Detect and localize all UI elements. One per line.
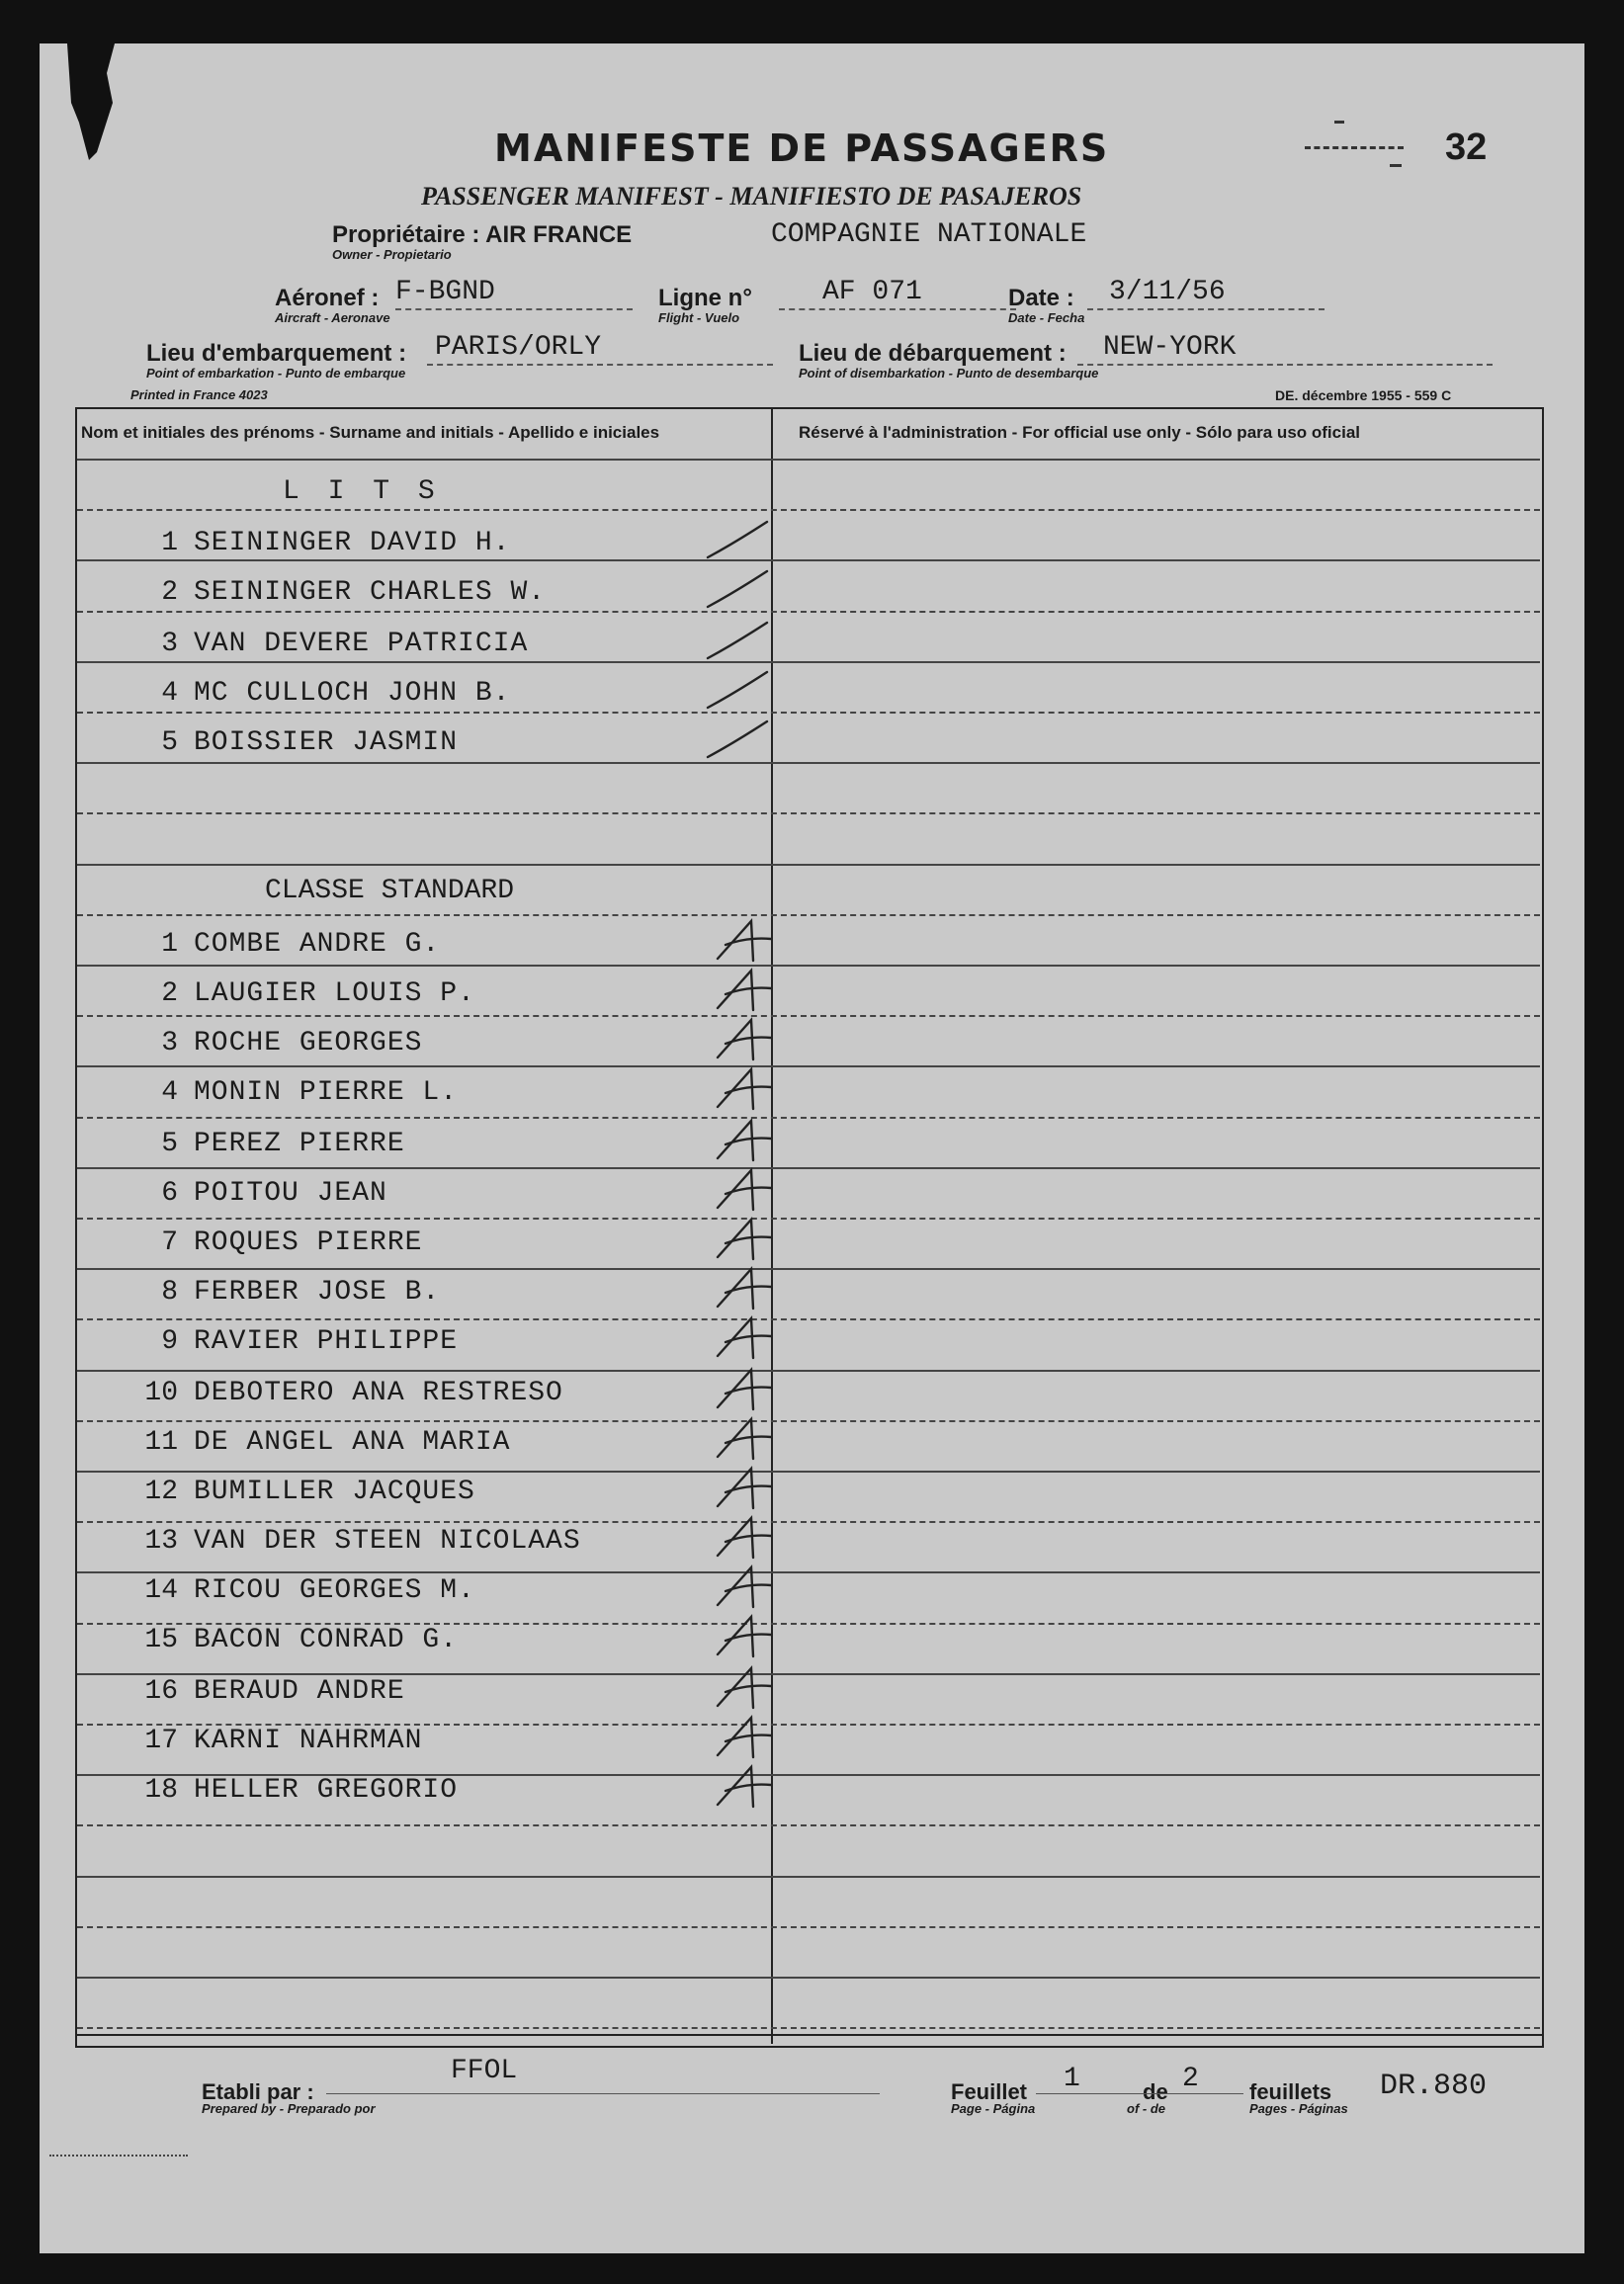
owner-value: COMPAGNIE NATIONALE xyxy=(771,219,1087,250)
passenger-name: LAUGIER LOUIS P. xyxy=(194,978,475,1009)
row-line xyxy=(77,1318,1540,1320)
check-mark-icon xyxy=(712,1312,781,1362)
check-mark-icon xyxy=(712,1214,781,1263)
passenger-number: 1 xyxy=(161,528,178,558)
prepared-sublabel: Prepared by - Preparado por xyxy=(202,2101,376,2116)
row-line xyxy=(77,712,1540,714)
sheet-sublabel-2: of - de xyxy=(1127,2101,1165,2116)
passenger-name: ROCHE GEORGES xyxy=(194,1028,423,1058)
check-mark-icon xyxy=(712,965,781,1014)
check-mark-icon xyxy=(712,1413,781,1463)
row-line xyxy=(77,914,1540,916)
row-line xyxy=(77,965,1540,967)
row-line xyxy=(77,1218,1540,1220)
aircraft-sublabel: Aircraft - Aeronave xyxy=(275,310,390,325)
torn-corner xyxy=(67,43,117,162)
passenger-number: 3 xyxy=(161,629,178,659)
sheet-value-2: 2 xyxy=(1182,2064,1199,2094)
row-line xyxy=(77,1015,1540,1017)
section-lits: L I T S xyxy=(283,476,441,507)
check-mark-icon xyxy=(712,1712,781,1761)
passenger-name: FERBER JOSE B. xyxy=(194,1277,441,1308)
passenger-number: 2 xyxy=(161,577,178,608)
passenger-number: 8 xyxy=(161,1277,178,1308)
passenger-name: RICOU GEORGES M. xyxy=(194,1575,475,1606)
embarkation-label: Lieu d'embarquement : xyxy=(146,340,407,367)
row-line xyxy=(77,1876,1540,1878)
passenger-name: DEBOTERO ANA RESTRESO xyxy=(194,1378,563,1408)
passenger-number: 16 xyxy=(144,1676,178,1707)
passenger-name: BACON CONRAD G. xyxy=(194,1625,459,1655)
check-mark-icon xyxy=(712,1115,781,1164)
row-line xyxy=(77,1926,1540,1928)
check-mark-icon xyxy=(704,664,773,714)
row-line xyxy=(77,509,1540,511)
check-mark-icon xyxy=(704,514,773,563)
passenger-name: MC CULLOCH JOHN B. xyxy=(194,678,511,709)
date-label: Date : xyxy=(1008,285,1074,311)
date-value: 3/11/56 xyxy=(1109,277,1226,307)
row-line xyxy=(77,2027,1540,2029)
row-line xyxy=(77,1977,1540,1979)
manifest-sheet xyxy=(40,43,1584,2253)
passenger-name: SEININGER DAVID H. xyxy=(194,528,511,558)
row-line xyxy=(77,559,1540,561)
passenger-name: MONIN PIERRE L. xyxy=(194,1077,459,1108)
sheet-label-2: de xyxy=(1143,2079,1168,2104)
form-code: DE. décembre 1955 - 559 C xyxy=(1275,387,1452,403)
passenger-number: 11 xyxy=(144,1427,178,1458)
check-mark-icon xyxy=(712,1662,781,1712)
right-column-header: Réservé à l'administration - For official use only - Sólo para uso oficial xyxy=(799,423,1361,442)
passenger-number: 3 xyxy=(161,1028,178,1058)
passenger-name: VAN DER STEEN NICOLAAS xyxy=(194,1526,581,1557)
sheet-sublabel-3: Pages - Páginas xyxy=(1249,2101,1348,2116)
row-line xyxy=(77,762,1540,764)
row-line xyxy=(77,1824,1540,1826)
left-column-header: Nom et initiales des prénoms - Surname and initials - Apellido e iniciales xyxy=(81,423,660,442)
row-line xyxy=(77,864,1540,866)
sheet-label-3: feuillets xyxy=(1249,2079,1332,2104)
prepared-label: Etabli par : xyxy=(202,2079,314,2104)
passenger-number: 7 xyxy=(161,1227,178,1258)
sheet-sublabel-1: Page - Página xyxy=(951,2101,1036,2116)
passenger-name: RAVIER PHILIPPE xyxy=(194,1326,459,1357)
reference-code: DR.880 xyxy=(1380,2070,1488,2103)
flight-value: AF 071 xyxy=(822,277,922,307)
row-line xyxy=(77,812,1540,814)
disembarkation-label: Lieu de débarquement : xyxy=(799,340,1067,367)
smudge-marks xyxy=(1305,117,1411,176)
passenger-number: 12 xyxy=(144,1477,178,1507)
passenger-number: 5 xyxy=(161,1129,178,1159)
row-line xyxy=(77,459,1540,461)
flight-label: Ligne n° xyxy=(658,285,752,311)
printer-mark xyxy=(49,2155,188,2157)
passenger-number: 13 xyxy=(144,1526,178,1557)
check-mark-icon xyxy=(712,1364,781,1413)
row-line xyxy=(77,661,1540,663)
owner-sublabel: Owner - Propietario xyxy=(332,247,452,262)
passenger-number: 18 xyxy=(144,1775,178,1806)
check-mark-icon xyxy=(712,1761,781,1811)
row-line xyxy=(77,1268,1540,1270)
row-line xyxy=(77,1065,1540,1067)
row-line xyxy=(77,1167,1540,1169)
row-line xyxy=(77,1370,1540,1372)
row-line xyxy=(77,1571,1540,1573)
passenger-name: PEREZ PIERRE xyxy=(194,1129,405,1159)
owner-label: Propriétaire : AIR FRANCE xyxy=(332,221,633,248)
check-mark-icon xyxy=(712,1562,781,1611)
check-mark-icon xyxy=(704,563,773,613)
row-line xyxy=(77,1521,1540,1523)
row-line xyxy=(77,1420,1540,1422)
check-mark-icon xyxy=(712,1611,781,1660)
passenger-number: 9 xyxy=(161,1326,178,1357)
prepared-value: FFOL xyxy=(451,2056,518,2086)
passenger-number: 2 xyxy=(161,978,178,1009)
passenger-name: COMBE ANDRE G. xyxy=(194,929,441,960)
passenger-name: BERAUD ANDRE xyxy=(194,1676,405,1707)
disembarkation-sublabel: Point of disembarkation - Punto de desembarque xyxy=(799,366,1099,381)
embarkation-value: PARIS/ORLY xyxy=(435,332,602,363)
sheet-label-1: Feuillet xyxy=(951,2079,1028,2104)
check-mark-icon xyxy=(704,714,773,763)
passenger-number: 14 xyxy=(144,1575,178,1606)
passenger-name: KARNI NAHRMAN xyxy=(194,1726,423,1756)
row-line xyxy=(77,611,1540,613)
row-line xyxy=(77,1673,1540,1675)
manifest-title: MANIFESTE DE PASSAGERS xyxy=(494,127,1110,170)
check-mark-icon xyxy=(712,1164,781,1214)
check-mark-icon xyxy=(712,1512,781,1562)
sheet-value-1: 1 xyxy=(1064,2064,1080,2094)
passenger-number: 4 xyxy=(161,1077,178,1108)
row-line xyxy=(77,1471,1540,1473)
passenger-number: 15 xyxy=(144,1625,178,1655)
passenger-name: VAN DEVERE PATRICIA xyxy=(194,629,529,659)
passenger-number: 6 xyxy=(161,1178,178,1209)
manifest-subtitle: PASSENGER MANIFEST - MANIFIESTO DE PASAJEROS xyxy=(421,182,1082,211)
disembarkation-value: NEW-YORK xyxy=(1103,332,1237,363)
passenger-name: HELLER GREGORIO xyxy=(194,1775,459,1806)
passenger-name: POITOU JEAN xyxy=(194,1178,387,1209)
passenger-name: DE ANGEL ANA MARIA xyxy=(194,1427,511,1458)
page-number: 32 xyxy=(1445,127,1488,168)
check-mark-icon xyxy=(712,1263,781,1312)
passenger-name: ROQUES PIERRE xyxy=(194,1227,423,1258)
passenger-name: BUMILLER JACQUES xyxy=(194,1477,475,1507)
printed-note: Printed in France 4023 xyxy=(130,387,268,402)
passenger-number: 17 xyxy=(144,1726,178,1756)
date-sublabel: Date - Fecha xyxy=(1008,310,1085,325)
passenger-name: BOISSIER JASMIN xyxy=(194,727,459,758)
passenger-number: 4 xyxy=(161,678,178,709)
check-mark-icon xyxy=(712,915,781,965)
passenger-number: 10 xyxy=(144,1378,178,1408)
check-mark-icon xyxy=(712,1063,781,1113)
passenger-name: SEININGER CHARLES W. xyxy=(194,577,547,608)
row-line xyxy=(77,1117,1540,1119)
check-mark-icon xyxy=(704,615,773,664)
aircraft-label: Aéronef : xyxy=(275,285,380,311)
aircraft-value: F-BGND xyxy=(395,277,495,307)
passenger-number: 1 xyxy=(161,929,178,960)
check-mark-icon xyxy=(712,1014,781,1063)
check-mark-icon xyxy=(712,1463,781,1512)
embarkation-sublabel: Point of embarkation - Punto de embarque xyxy=(146,366,406,381)
section-standard: CLASSE STANDARD xyxy=(265,876,515,906)
passenger-number: 5 xyxy=(161,727,178,758)
flight-sublabel: Flight - Vuelo xyxy=(658,310,740,325)
